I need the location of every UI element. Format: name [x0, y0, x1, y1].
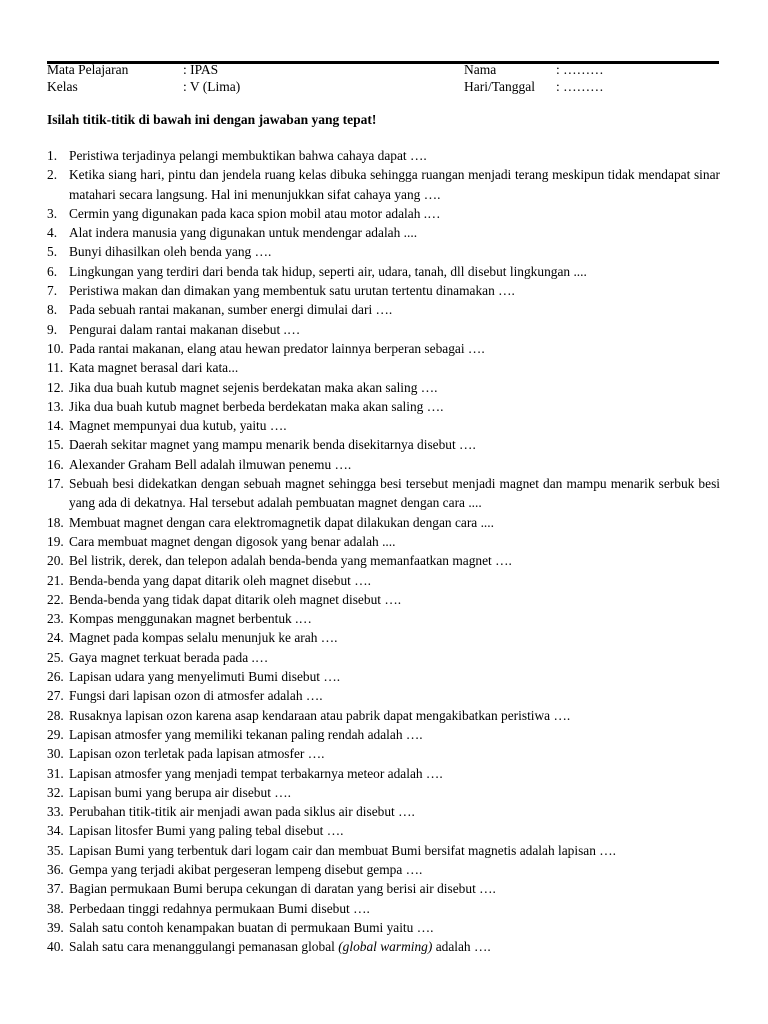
question-text: Lapisan bumi yang berupa air disebut …. [69, 784, 292, 800]
question-number: 39. [47, 919, 64, 935]
question-number: 24. [47, 630, 64, 646]
question-item [47, 551, 720, 570]
question-item [47, 860, 720, 879]
question-item [47, 300, 720, 319]
name-label: Nama [464, 62, 497, 77]
question-item [47, 204, 720, 223]
question-number: 27. [47, 688, 64, 704]
question-number: 11. [47, 360, 64, 376]
question-text: Lapisan litosfer Bumi yang paling tebal disebut …. [69, 823, 344, 839]
question-number: 26. [47, 669, 64, 685]
question-text: Jika dua buah kutub magnet berbeda berdekatan maka akan saling …. [69, 398, 444, 414]
question-number: 6. [47, 263, 58, 279]
question-number: 32. [47, 784, 64, 800]
question-item [47, 764, 720, 783]
question-item [47, 918, 720, 937]
question-text: Perubahan titik-titik air menjadi awan pada siklus air disebut …. [69, 804, 415, 820]
question-text: Pada rantai makanan, elang atau hewan predator lainnya berperan sebagai …. [69, 340, 485, 356]
question-text: Bagian permukaan Bumi berupa cekungan di daratan yang berisi air disebut …. [69, 881, 496, 897]
question-text: Kompas menggunakan magnet berbentuk .… [69, 611, 312, 627]
question-text: Magnet pada kompas selalu menunjuk ke arah …. [69, 630, 338, 646]
question-number: 23. [47, 611, 64, 627]
class-value: : V (Lima) [183, 79, 241, 94]
question-item [47, 242, 720, 261]
question-text: Sebuah besi didekatkan dengan sebuah magnet sehingga besi tersebut menjadi magnet dan mampu menarik serbuk besi yang ada di dekatnya. Hal tersebut adalah pembuatan magnet dengan cara .... [69, 476, 720, 511]
question-text: Daerah sekitar magnet yang mampu menarik benda disekitarnya disebut …. [69, 437, 476, 453]
question-item [47, 358, 720, 377]
question-number: 18. [47, 514, 64, 530]
question-text-main: Salah satu cara menanggulangi pemanasan global [69, 939, 335, 955]
question-item [47, 532, 720, 551]
question-item [47, 262, 720, 281]
question-text: Perbedaan tinggi redahnya permukaan Bumi disebut …. [69, 900, 370, 916]
question-item [47, 339, 720, 358]
question-item [47, 706, 720, 725]
question-text: Alexander Graham Bell adalah ilmuwan penemu …. [69, 456, 352, 472]
question-text: Lapisan atmosfer yang menjadi tempat terbakarnya meteor adalah …. [69, 765, 443, 781]
name-value: : ……… [556, 62, 604, 77]
date-label: Hari/Tanggal [464, 79, 536, 94]
question-item [47, 416, 720, 435]
question-number: 7. [47, 283, 58, 299]
question-number: 19. [47, 533, 64, 549]
question-item [47, 378, 720, 397]
question-item [47, 628, 720, 647]
question-item [47, 899, 720, 918]
question-number: 31. [47, 765, 64, 781]
question-text: Ketika siang hari, pintu dan jendela ruang kelas dibuka sehingga ruangan menjadi terang meskipun tidak mendapat sinar matahari secara langsung. Hal ini menunjukkan sifat cahaya yang …. [69, 167, 720, 202]
question-item [47, 146, 720, 165]
question-text: Fungsi dari lapisan ozon di atmosfer adalah …. [69, 688, 323, 704]
question-text-tail: adalah …. [435, 939, 491, 955]
question-item [47, 281, 720, 300]
question-item [47, 397, 720, 416]
question-item [47, 513, 720, 532]
question-number: 10. [47, 340, 64, 356]
question-item [47, 725, 720, 744]
question-number: 1. [47, 148, 58, 163]
question-number: 30. [47, 746, 64, 762]
date-value: : ……… [556, 79, 604, 94]
question-item [47, 667, 720, 686]
question-text: Peristiwa terjadinya pelangi membuktikan bahwa cahaya dapat …. [69, 148, 427, 163]
question-number: 29. [47, 726, 64, 742]
instruction-heading: Isilah titik-titik di bawah ini dengan jawaban yang tepat! [47, 112, 377, 127]
question-text: Peristiwa makan dan dimakan yang membentuk satu urutan tertentu dinamakan …. [69, 283, 515, 299]
question-item [47, 474, 720, 513]
question-text: Bunyi dihasilkan oleh benda yang …. [69, 244, 272, 260]
question-number: 21. [47, 572, 64, 588]
question-text: Jika dua buah kutub magnet sejenis berdekatan maka akan saling …. [69, 379, 438, 395]
question-item [47, 571, 720, 590]
question-item [47, 223, 720, 242]
question-text: Magnet mempunyai dua kutub, yaitu …. [69, 418, 287, 434]
question-item [47, 165, 720, 204]
question-text: Lapisan Bumi yang terbentuk dari logam cair dan membuat Bumi bersifat magnetis adalah lapisan …. [69, 842, 617, 858]
question-text [69, 937, 720, 956]
question-text: Alat indera manusia yang digunakan untuk mendengar adalah .... [69, 225, 418, 241]
question-text: Gaya magnet terkuat berada pada .… [69, 649, 269, 665]
question-item [47, 320, 720, 339]
question-number: 3. [47, 205, 58, 221]
question-text: Lapisan ozon terletak pada lapisan atmosfer …. [69, 746, 325, 762]
question-number: 12. [47, 379, 64, 395]
question-number: 13. [47, 398, 64, 414]
question-number: 8. [47, 302, 58, 318]
question-text: Cara membuat magnet dengan digosok yang benar adalah .... [69, 533, 396, 549]
question-item [47, 609, 720, 628]
question-text: Bel listrik, derek, dan telepon adalah benda-benda yang memanfaatkan magnet …. [69, 553, 512, 569]
question-number: 14. [47, 418, 64, 434]
question-number: 17. [47, 476, 64, 492]
question-text: Lapisan udara yang menyelimuti Bumi disebut …. [69, 669, 341, 685]
question-number: 5. [47, 244, 58, 260]
question-number: 33. [47, 804, 64, 820]
question-text: Kata magnet berasal dari kata... [69, 360, 239, 376]
question-item [47, 455, 720, 474]
question-number: 15. [47, 437, 64, 453]
question-number: 36. [47, 861, 64, 877]
question-item [47, 686, 720, 705]
question-number: 22. [47, 591, 64, 607]
question-number: 9. [47, 321, 58, 337]
question-item [47, 821, 720, 840]
question-item [47, 937, 720, 956]
question-text: Benda-benda yang tidak dapat ditarik oleh magnet disebut …. [69, 591, 402, 607]
subject-label: Mata Pelajaran [47, 62, 129, 77]
class-label: Kelas [47, 79, 78, 94]
question-text: Gempa yang terjadi akibat pergeseran lempeng disebut gempa …. [69, 861, 423, 877]
question-text: Benda-benda yang dapat ditarik oleh magnet disebut …. [69, 572, 371, 588]
question-number: 20. [47, 553, 64, 569]
subject-value: : IPAS [183, 62, 219, 77]
question-text: Rusaknya lapisan ozon karena asap kendaraan atau pabrik dapat mengakibatkan peristiwa …. [69, 707, 571, 723]
question-number: 2. [47, 167, 58, 183]
question-number: 38. [47, 900, 64, 916]
question-number: 25. [47, 649, 64, 665]
question-item [47, 841, 720, 860]
question-text: Pengurai dalam rantai makanan disebut .… [69, 321, 301, 337]
question-list [47, 146, 720, 956]
question-text: Lingkungan yang terdiri dari benda tak hidup, seperti air, udara, tanah, dll disebut lingkungan .... [69, 263, 587, 279]
question-number: 28. [47, 707, 64, 723]
question-number: 34. [47, 823, 64, 839]
question-item [47, 783, 720, 802]
question-number: 35. [47, 842, 64, 858]
question-item [47, 435, 720, 454]
question-text-italic: (global warming) [338, 939, 433, 955]
question-item [47, 879, 720, 898]
question-number: 37. [47, 881, 64, 897]
question-item [47, 590, 720, 609]
question-number: 4. [47, 225, 58, 241]
question-text: Pada sebuah rantai makanan, sumber energi dimulai dari …. [69, 302, 393, 318]
question-number: 40. [47, 939, 64, 955]
question-number: 16. [47, 456, 64, 472]
question-item [47, 802, 720, 821]
question-text: Salah satu contoh kenampakan buatan di permukaan Bumi yaitu …. [69, 919, 434, 935]
header-top-rule [47, 61, 719, 64]
question-item [47, 648, 720, 667]
question-text: Cermin yang digunakan pada kaca spion mobil atau motor adalah .… [69, 205, 441, 221]
question-text: Lapisan atmosfer yang memiliki tekanan paling rendah adalah …. [69, 726, 423, 742]
question-text: Membuat magnet dengan cara elektromagnetik dapat dilakukan dengan cara .... [69, 514, 494, 530]
question-item [47, 744, 720, 763]
